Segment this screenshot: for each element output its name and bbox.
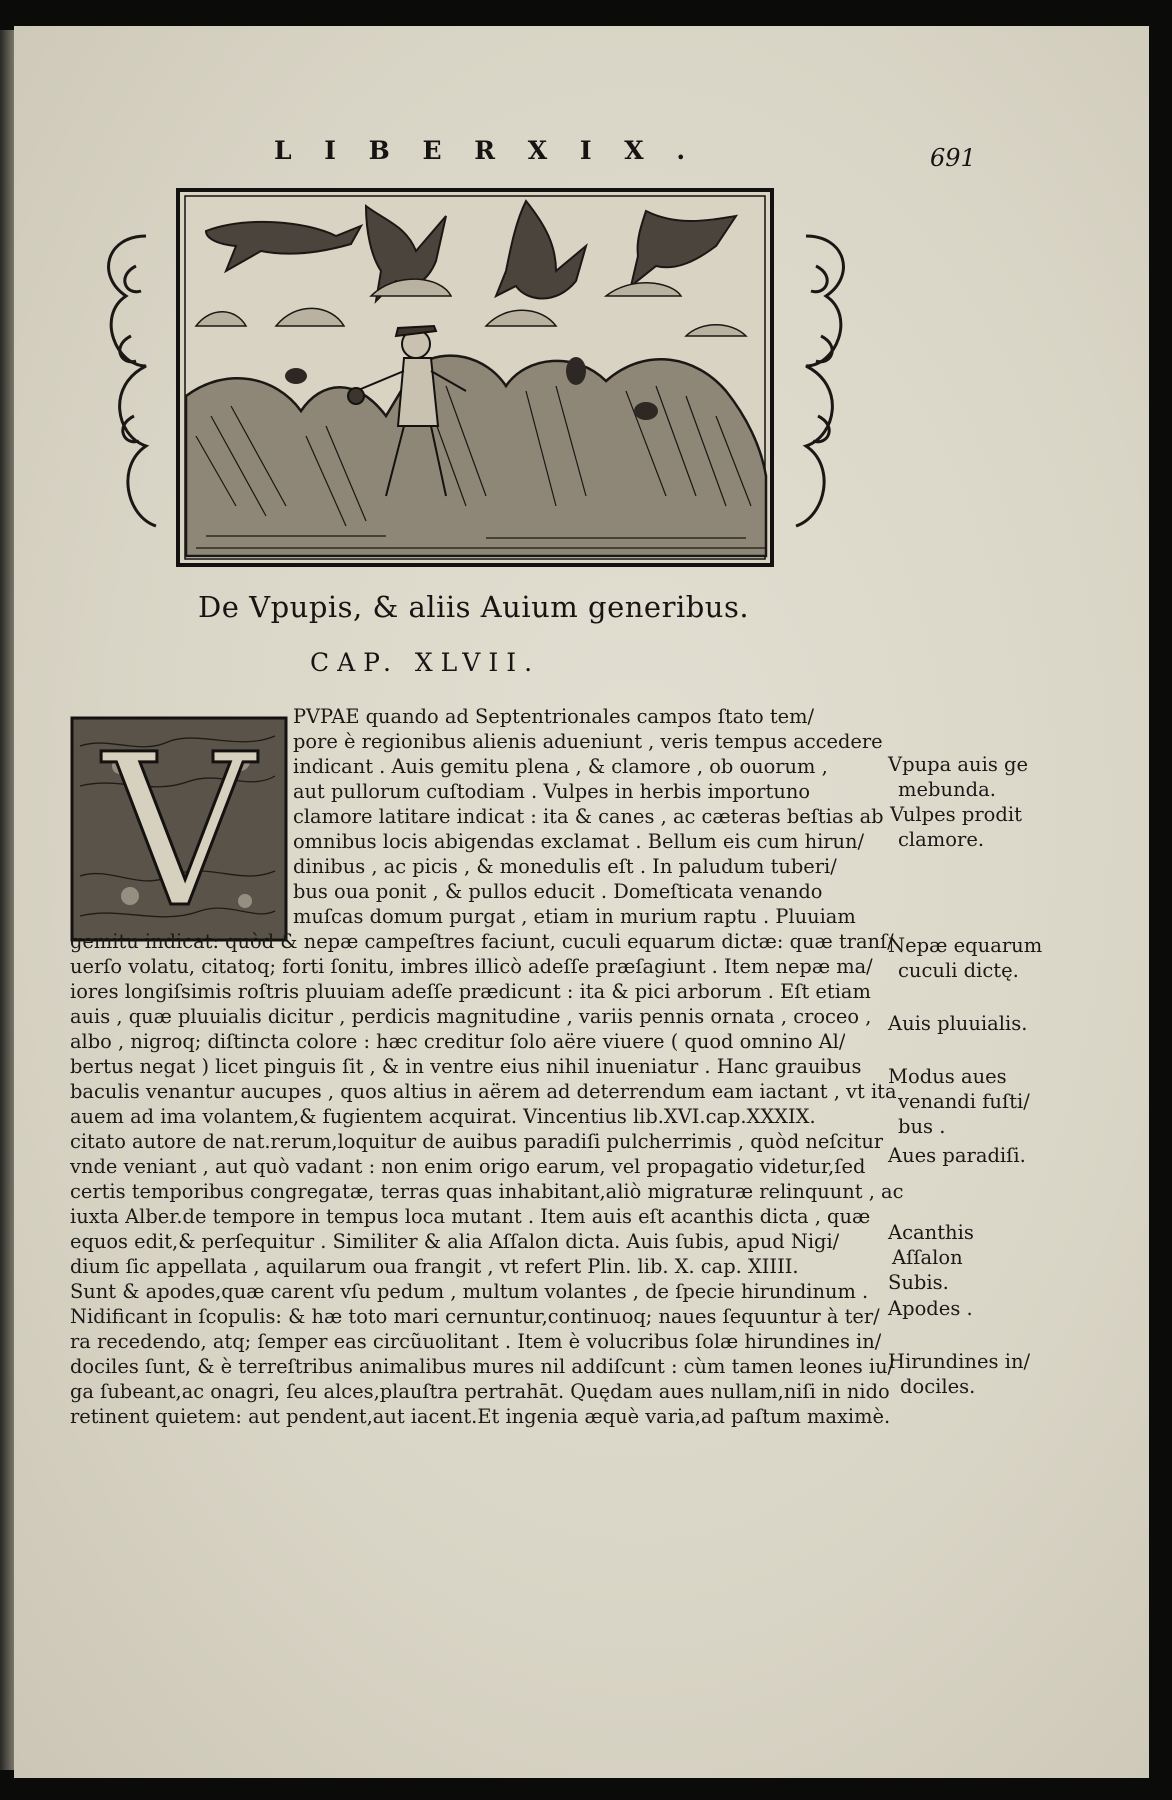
- margin-note: Nepæ equarum: [888, 934, 1043, 957]
- woodcut-illustration: [86, 176, 866, 571]
- margin-note: Auis pluuialis.: [888, 1012, 1028, 1035]
- body-line: pore è regionibus alienis adueniunt , veris tempus accedere: [293, 730, 883, 753]
- margin-note: cuculi dictę.: [898, 959, 1019, 982]
- body-line: uerſo volatu, citatoq; forti ſonitu, imbres illicò adeſſe præſagiunt . Item nepæ ma/: [70, 955, 873, 978]
- body-line: dium ſic appellata , aquilarum oua frangit , vt refert Plin. lib. X. cap. XIIII.: [70, 1255, 799, 1278]
- body-line: dociles ſunt, & è terreſtribus animalibus mures nil addiſcunt : cùm tamen leones iu/: [70, 1355, 895, 1378]
- body-line: gemitu indicat: quòd & nepæ campeſtres faciunt, cuculi equarum dictæ: quæ tranſ/: [70, 930, 894, 953]
- margin-note: Aſſalon: [892, 1246, 963, 1269]
- body-line: ga ſubeant,ac onagri, ſeu alces,plauſtra pertrahāt. Quędam aues nullam,niſi in nido: [70, 1380, 890, 1403]
- body-line: auis , quæ pluuialis dicitur , perdicis magnitudine , variis pennis ornata , croceo ,: [70, 1005, 872, 1028]
- body-line: Sunt & apodes,quæ carent vſu pedum , multum volantes , de ſpecie hirundinum .: [70, 1280, 869, 1303]
- body-line: vnde veniant , aut quò vadant : non enim origo earum, vel propagatio videtur,ſed: [70, 1155, 866, 1178]
- margin-notes: [886, 26, 1146, 1476]
- body-line: PVPAE quando ad Septentrionales campos ſtato tem/: [293, 705, 815, 728]
- body-line: clamore latitare indicat : ita & canes , ac cæteras beſtias ab: [293, 805, 884, 828]
- margin-note: Hirundines in/: [888, 1350, 1031, 1373]
- margin-note: bus .: [898, 1115, 946, 1138]
- chapter-title: De Vpupis, & aliis Auium generibus.: [198, 590, 750, 624]
- body-line: dinibus , ac picis , & monedulis eſt . In paludum tuberi/: [293, 855, 837, 878]
- body-line: iuxta Alber.de tempore in tempus loca mutant . Item auis eſt acanthis dicta , quæ: [70, 1205, 871, 1228]
- body-line: omnibus locis abigendas exclamat . Bellum eis cum hirun/: [293, 830, 865, 853]
- body-line: baculis venantur aucupes , quos altius in aërem ad deterrendum eam iactant , vt ita: [70, 1080, 897, 1103]
- margin-note: Modus aues: [888, 1065, 1007, 1088]
- margin-note: mebunda.: [898, 778, 996, 801]
- body-line: Nidificant in ſcopulis: & hæ toto mari cernuntur,continuoq; naues ſequuntur à ter/: [70, 1305, 880, 1328]
- margin-note: Apodes .: [888, 1297, 973, 1320]
- body-line: ra recedendo, atq; ſemper eas circũuolitant . Item è volucribus ſolæ hirundines in/: [70, 1330, 882, 1353]
- body-line: bertus negat ) licet pinguis ſit , & in ventre eius nihil inueniatur . Hanc grauibus: [70, 1055, 862, 1078]
- chapter-number: CAP. XLVII.: [310, 648, 541, 677]
- body-line: muſcas domum purgat , etiam in murium raptu . Pluuiam: [293, 905, 856, 928]
- body-line: iores longiſsimis roſtris pluuiam adeſſe prædicunt : ita & pici arborum . Eſt etiam: [70, 980, 871, 1003]
- book-page: [14, 26, 1149, 1778]
- margin-note: Subis.: [888, 1271, 949, 1294]
- margin-note: Vulpes prodit: [890, 803, 1022, 826]
- margin-note: Vpupa auis ge: [888, 753, 1029, 776]
- body-line: citato autore de nat.rerum,loquitur de auibus paradiſi pulcherrimis , quòd neſcitur: [70, 1130, 884, 1153]
- body-line: auem ad ima volantem,& fugientem acquirat. Vincentius lib.XVI.cap.XXXIX.: [70, 1105, 816, 1128]
- body-line: indicant . Auis gemitu plena , & clamore , ob ouorum ,: [293, 755, 828, 778]
- margin-note: venandi fuſti/: [898, 1090, 1030, 1113]
- body-line: equos edit,& perſequitur . Similiter & alia Aſſalon dicta. Auis ſubis, apud Nigi/: [70, 1230, 840, 1253]
- body-line: bus oua ponit , & pullos educit . Domeſticata venando: [293, 880, 823, 903]
- margin-note: Aues paradiſi.: [888, 1144, 1026, 1167]
- body-line: aut pullorum cuſtodiam . Vulpes in herbis importuno: [293, 780, 810, 803]
- body-text: [70, 704, 904, 1484]
- margin-note: dociles.: [900, 1375, 976, 1398]
- margin-note: clamore.: [898, 828, 985, 851]
- body-line: albo , nigroq; diſtincta colore : hæc creditur ſolo aëre viuere ( quod omnino Al/: [70, 1030, 846, 1053]
- margin-note: Acanthis: [888, 1221, 974, 1244]
- body-line: certis temporibus congregatæ, terras quas inhabitant,aliò migraturæ relinquunt , ac: [70, 1180, 904, 1203]
- running-head: L I B E R X I X .: [274, 136, 698, 165]
- folio-number: 691: [930, 144, 976, 172]
- initial-letter: V: [103, 716, 255, 942]
- body-line: retinent quietem: aut pendent,aut iacent.Et ingenia æquè varia,ad paſtum maximè.: [70, 1405, 891, 1428]
